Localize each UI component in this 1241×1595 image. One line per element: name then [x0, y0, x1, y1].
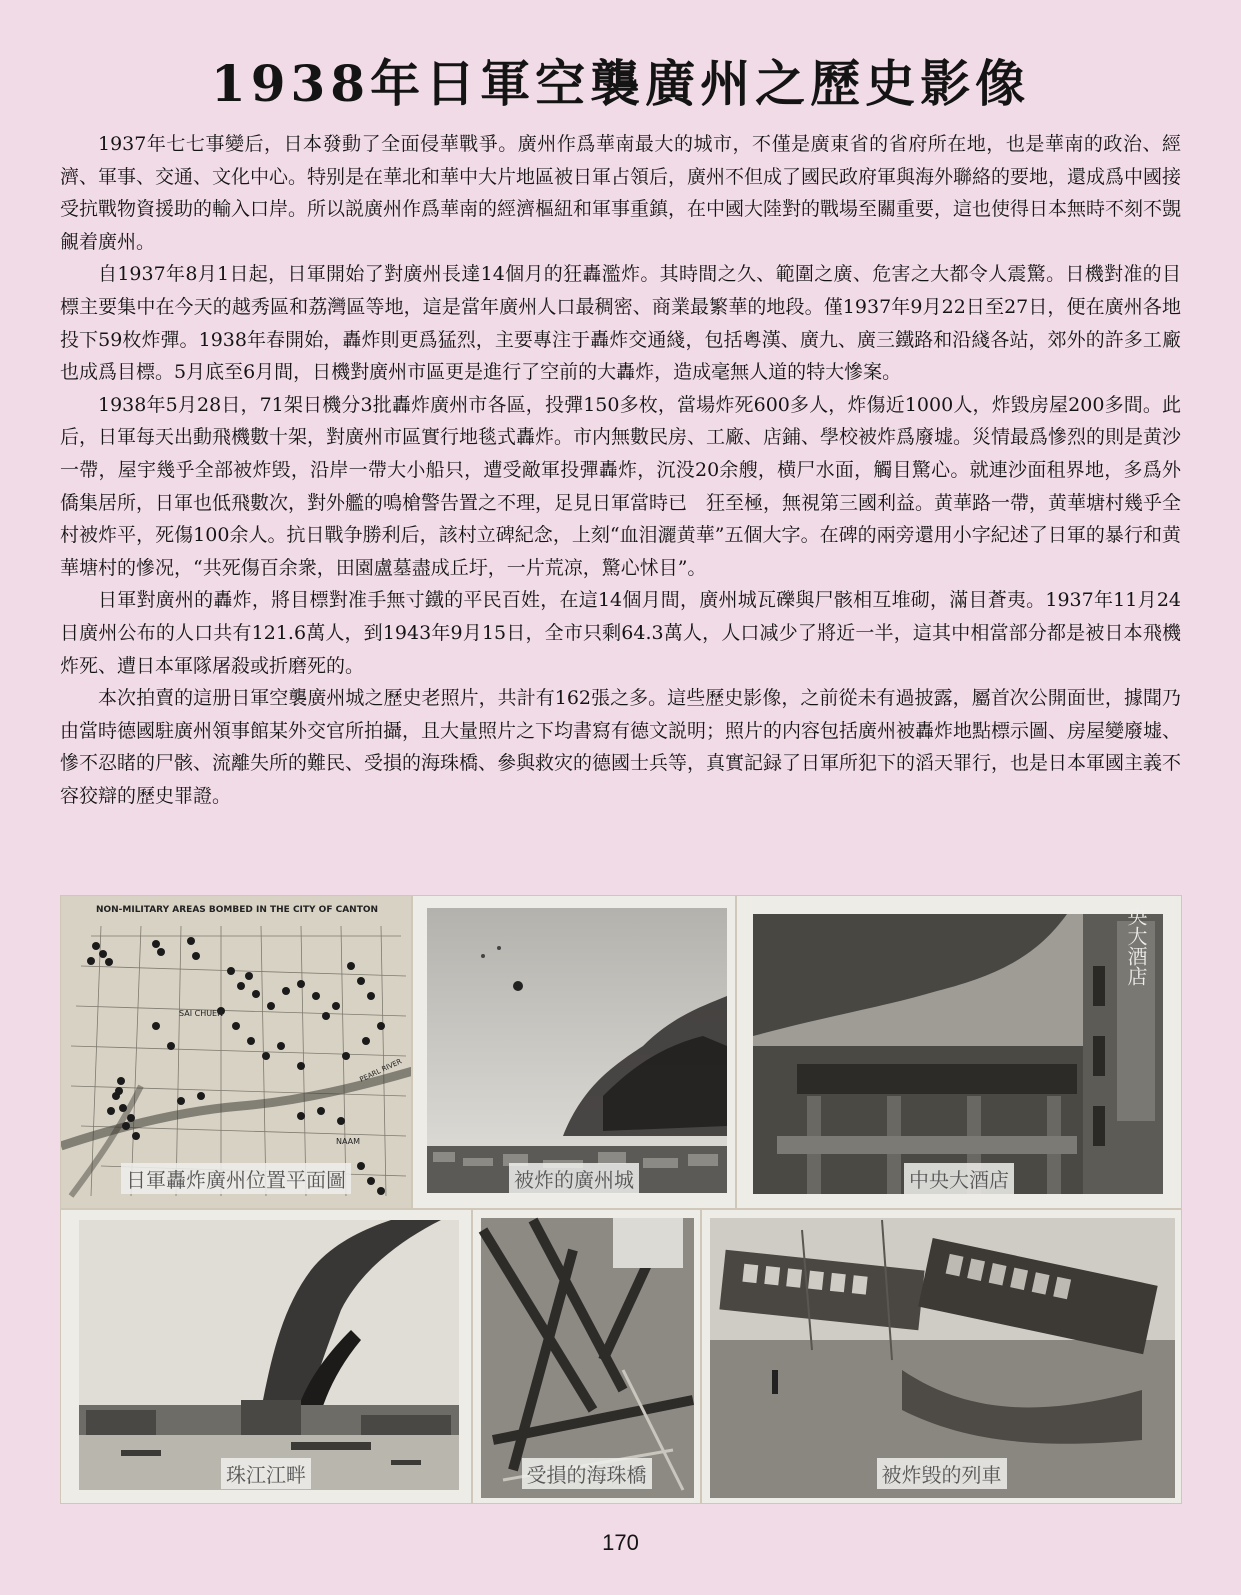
page-number: 170: [602, 1530, 639, 1555]
paragraph: 自1937年8月1日起，日軍開始了對廣州長達14個月的狂轟濫炸。其時間之久、範圍之廣、危害之大都令人震驚。日機對准的目標主要集中在今天的越秀區和荔灣區等地，這是當年廣州人口最稠密、商業最繁華的地段。僅1937年9月22日至27日，便在廣州各地投下59枚炸彈。1938年春開始，轟炸則更爲猛烈，主要專注于轟炸交通綫，包括粵漢、廣九、廣三鐵路和沿綫各站，郊外的許多工廠也成爲目標。5月底至6月間，日機對廣州市區更是進行了空前的大轟炸，造成毫無人道的特大慘案。: [60, 263, 1181, 384]
map-label: PEARL RIVER: [358, 1057, 404, 1084]
photo-bombed-city: [412, 895, 736, 1209]
photo-caption: 珠江江畔: [221, 1458, 311, 1489]
photo-collage: [60, 895, 1182, 1504]
photo-caption: 被炸的廣州城: [509, 1163, 639, 1194]
photo-caption: 被炸毁的列車: [877, 1458, 1007, 1489]
map-label: SAI CHUEN: [179, 1009, 224, 1018]
photo-destroyed-train: [701, 1209, 1182, 1504]
photo-bombing-map: [60, 895, 412, 1209]
photo-haizhu-bridge: [472, 1209, 701, 1504]
paragraph: 日軍對廣州的轟炸，將目標對准手無寸鐵的平民百姓，在這14個月間，廣州城瓦礫與尸骸相互堆砌，滿目蒼夷。1937年11月24日廣州公布的人口共有121.6萬人，到1943年9月15日，全市只剩64.3萬人，人口减少了將近一半，這其中相當部分都是被日本飛機炸死、遭日本軍隊屠殺或折磨死的。: [60, 589, 1181, 677]
photo-caption: 中央大酒店: [904, 1163, 1014, 1194]
photo-pearl-river: [60, 1209, 472, 1504]
page-title: 1938年日軍空襲廣州之歷史影像: [210, 54, 1031, 113]
hotel-sign: 央大酒店: [1124, 906, 1148, 986]
paragraph: 1937年七七事變后，日本發動了全面侵華戰爭。廣州作爲華南最大的城市，不僅是廣東省的省府所在地，也是華南的政治、經濟、軍事、交通、文化中心。特别是在華北和華中大片地區被日軍占領后，廣州不但成了國民政府軍與海外聯絡的要地，還成爲中國接受抗戰物資援助的輸入口岸。所以説廣州作爲華南的經濟樞紐和軍事重鎮，在中國大陸對的戰場至關重要，這也使得日本無時不刻不覬覦着廣州。: [60, 133, 1182, 253]
map-title: NON-MILITARY AREAS BOMBED IN THE CITY OF CANTON: [95, 905, 379, 915]
paragraph: 1938年5月28日，71架日機分3批轟炸廣州市各區，投彈150多枚，當場炸死600多人，炸傷近1000人，炸毀房屋200多間。此后，日軍每天出動飛機數十架，對廣州市區實行地毯式轟炸。市内無數民房、工廠、店鋪、學校被炸爲廢墟。災情最爲慘烈的則是黄沙一帶，屋宇幾乎全部被炸毁，沿岸一帶大小船只，遭受敵軍投彈轟炸，沉没20余艘，横尸水面，觸目驚心。就連沙面租界地，多爲外僑集居所，日軍也低飛數次，對外艦的鳴槍警告置之不理，足見日軍當時已 狂至極，無視第三國利益。黄華路一帶，黄華塘村幾乎全村被炸平，死傷100余人。抗日戰争勝利后，該村立碑紀念，上刻“血泪灑黄華”五個大字。在碑的兩旁還用小字紀述了日軍的暴行和黄華塘村的慘况，“共死傷百余衆，田園盧墓盡成丘圩，一片荒凉，驚心怵目”。: [60, 393, 1182, 579]
article-body: [60, 128, 1181, 812]
photo-caption: 日軍轟炸廣州位置平面圖: [121, 1163, 351, 1194]
map-label: NAAM: [336, 1137, 361, 1146]
photo-caption: 受損的海珠橋: [522, 1458, 652, 1489]
photo-central-hotel: [736, 895, 1182, 1209]
paragraph: 本次拍賣的這册日軍空襲廣州城之歷史老照片，共計有162張之多。這些歷史影像，之前從未有過披露，屬首次公開面世，據聞乃由當時德國駐廣州領事館某外交官所拍攝，且大量照片之下均書寫有德文説明；照片的内容包括廣州被轟炸地點標示圖、房屋變廢墟、慘不忍睹的尸骸、流離失所的難民、受損的海珠橋、參與救灾的德國士兵等，真實記録了日軍所犯下的滔天罪行，也是日本軍國主義不容狡辯的歷史罪證。: [60, 687, 1182, 807]
